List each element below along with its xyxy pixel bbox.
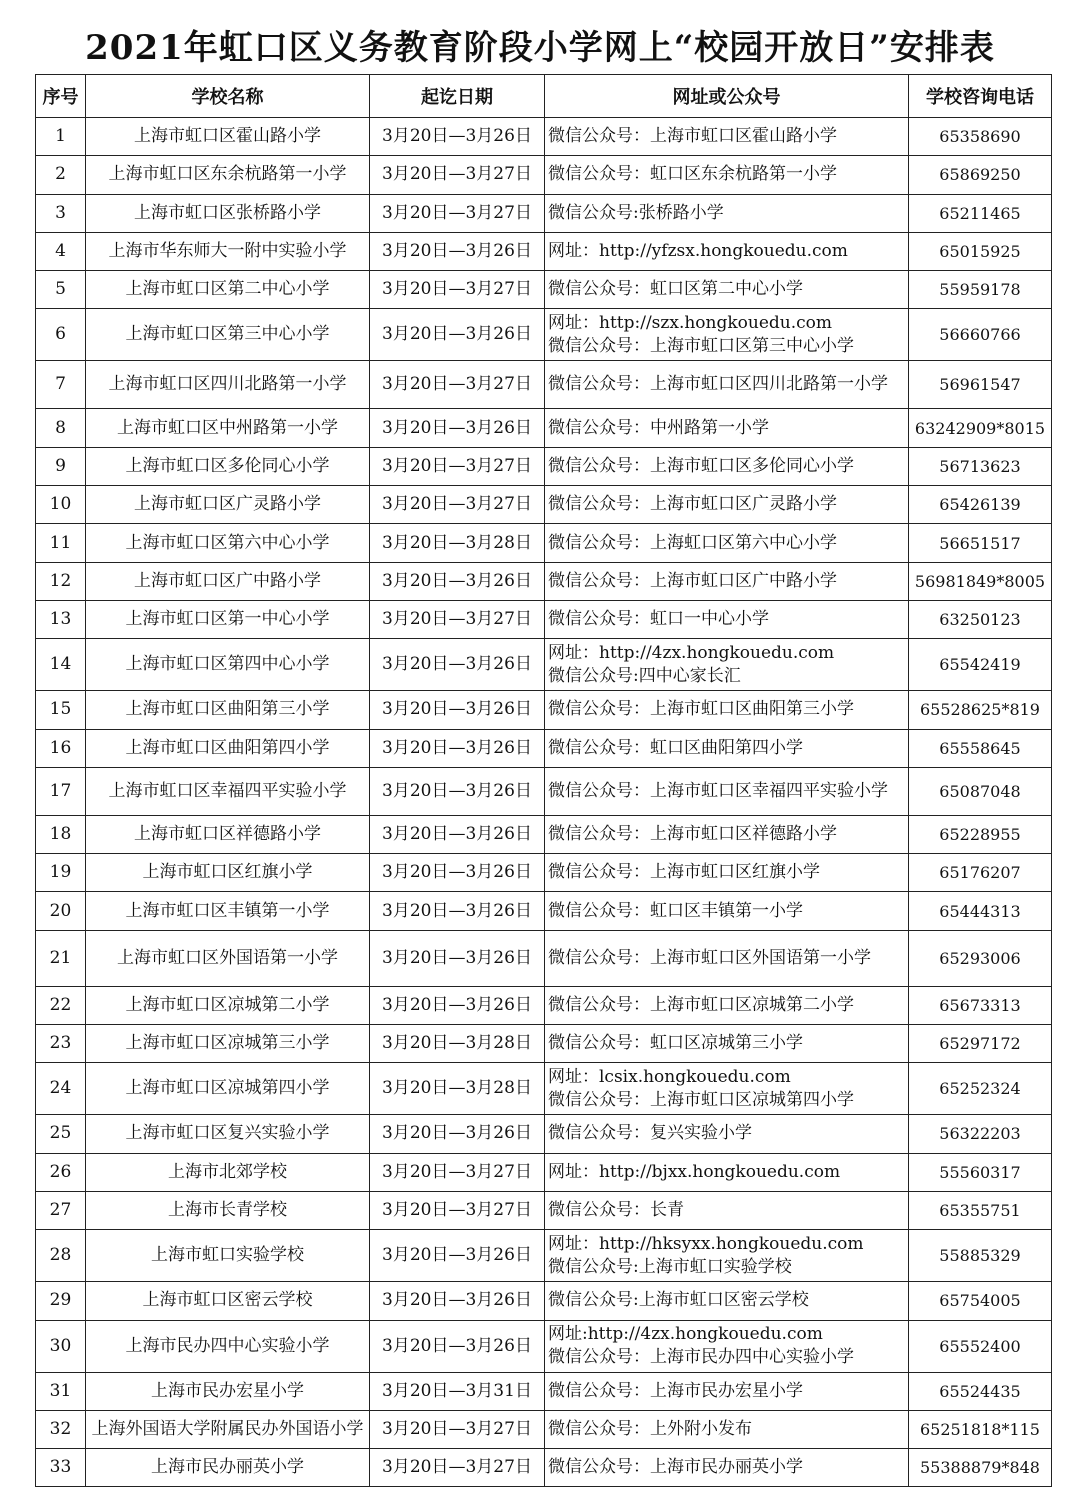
site-line: 微信公众号：虹口区第二中心小学 [548, 279, 803, 300]
table-row [36, 194, 1052, 232]
site-line: 网址：http://4zx.hongkouedu.com [548, 642, 835, 663]
table-row [36, 729, 1052, 767]
row-school-name: 上海市虹口区丰镇第一小学 [86, 892, 370, 930]
row-school-name: 上海市虹口区祥德路小学 [86, 815, 370, 853]
row-tel: 65211465 [909, 194, 1052, 232]
table-row [36, 1115, 1052, 1153]
site-line: 网址：http://bjxx.hongkouedu.com [548, 1161, 841, 1182]
table-row [36, 1025, 1052, 1063]
row-tel: 65524435 [909, 1372, 1052, 1410]
row-tel: 65542419 [909, 639, 1052, 691]
row-tel: 65355751 [909, 1191, 1052, 1229]
row-school-name: 上海市虹口区四川北路第一小学 [86, 361, 370, 409]
table-row [36, 524, 1052, 562]
site-line: 微信公众号：上海市虹口区四川北路第一小学 [548, 374, 888, 395]
row-date: 3月20日—3月26日 [370, 309, 545, 361]
row-site [545, 1282, 909, 1320]
row-tel: 65252324 [909, 1063, 1052, 1115]
row-site [545, 1191, 909, 1229]
row-site [545, 194, 909, 232]
row-site [545, 524, 909, 562]
row-tel: 65444313 [909, 892, 1052, 930]
site-line: 微信公众号：上海市虹口区霍山路小学 [548, 126, 837, 147]
row-date: 3月20日—3月27日 [370, 600, 545, 638]
row-no: 7 [36, 361, 86, 409]
row-school-name: 上海市虹口实验学校 [86, 1230, 370, 1282]
table-row [36, 691, 1052, 729]
row-no: 23 [36, 1025, 86, 1063]
row-no: 26 [36, 1153, 86, 1191]
row-date: 3月20日—3月27日 [370, 447, 545, 485]
row-tel: 56981849*8005 [909, 562, 1052, 600]
site-line: 微信公众号：上海市虹口区广灵路小学 [548, 494, 837, 515]
row-date: 3月20日—3月28日 [370, 1025, 545, 1063]
row-no: 8 [36, 409, 86, 447]
row-tel: 65293006 [909, 930, 1052, 986]
table-row [36, 1282, 1052, 1320]
row-no: 2 [36, 156, 86, 194]
table-row [36, 1191, 1052, 1229]
row-site [545, 562, 909, 600]
row-tel: 65869250 [909, 156, 1052, 194]
row-site [545, 854, 909, 892]
row-school-name: 上海市虹口区第三中心小学 [86, 309, 370, 361]
row-site [545, 930, 909, 986]
row-site [545, 691, 909, 729]
table-row [36, 1230, 1052, 1282]
row-no: 32 [36, 1410, 86, 1448]
header-site: 网址或公众号 [545, 75, 909, 118]
row-tel: 55388879*848 [909, 1449, 1052, 1487]
row-tel: 65673313 [909, 986, 1052, 1024]
row-tel: 55560317 [909, 1153, 1052, 1191]
row-tel: 56713623 [909, 447, 1052, 485]
row-tel: 56660766 [909, 309, 1052, 361]
row-site [545, 1372, 909, 1410]
schedule-table [35, 74, 1052, 1487]
row-school-name: 上海市虹口区凉城第三小学 [86, 1025, 370, 1063]
row-school-name: 上海市虹口区多伦同心小学 [86, 447, 370, 485]
site-line: 网址：http://hksyxx.hongkouedu.com [548, 1233, 864, 1254]
row-site [545, 1230, 909, 1282]
table-row [36, 854, 1052, 892]
row-tel: 65176207 [909, 854, 1052, 892]
row-date: 3月20日—3月28日 [370, 1063, 545, 1115]
row-school-name: 上海市民办四中心实验小学 [86, 1320, 370, 1372]
row-no: 17 [36, 767, 86, 815]
site-line: 微信公众号：虹口区东余杭路第一小学 [548, 164, 837, 185]
table-row [36, 892, 1052, 930]
row-no: 6 [36, 309, 86, 361]
row-tel: 65015925 [909, 232, 1052, 270]
site-line: 微信公众号：上海市虹口区广中路小学 [548, 570, 837, 591]
row-date: 3月20日—3月26日 [370, 409, 545, 447]
site-line: 微信公众号：上海市虹口区幸福四平实验小学 [548, 780, 888, 801]
row-tel: 55885329 [909, 1230, 1052, 1282]
row-school-name: 上海市虹口区中州路第一小学 [86, 409, 370, 447]
row-date: 3月20日—3月27日 [370, 1153, 545, 1191]
row-site [545, 409, 909, 447]
site-line: 网址：lcsix.hongkouedu.com [548, 1066, 791, 1087]
row-date: 3月20日—3月26日 [370, 1320, 545, 1372]
row-tel: 56322203 [909, 1115, 1052, 1153]
site-line: 微信公众号：虹口一中心小学 [548, 609, 769, 630]
table-row [36, 1063, 1052, 1115]
row-no: 14 [36, 639, 86, 691]
table-row [36, 118, 1052, 156]
row-school-name: 上海市虹口区第六中心小学 [86, 524, 370, 562]
row-date: 3月20日—3月27日 [370, 271, 545, 309]
row-date: 3月20日—3月27日 [370, 1410, 545, 1448]
row-date: 3月20日—3月27日 [370, 156, 545, 194]
row-date: 3月20日—3月26日 [370, 986, 545, 1024]
table-row [36, 1372, 1052, 1410]
site-line: 网址:http://4zx.hongkouedu.com [548, 1324, 823, 1345]
row-tel: 65251818*115 [909, 1410, 1052, 1448]
row-site [545, 1115, 909, 1153]
row-school-name: 上海市虹口区广中路小学 [86, 562, 370, 600]
header-date: 起讫日期 [370, 75, 545, 118]
row-school-name: 上海市虹口区密云学校 [86, 1282, 370, 1320]
row-site [545, 447, 909, 485]
site-line: 微信公众号：长青 [548, 1200, 684, 1221]
row-tel: 63242909*8015 [909, 409, 1052, 447]
site-line: 微信公众号:张桥路小学 [548, 202, 724, 223]
row-tel: 65358690 [909, 118, 1052, 156]
row-school-name: 上海市虹口区凉城第二小学 [86, 986, 370, 1024]
site-line: 微信公众号：上海虹口区第六中心小学 [548, 532, 837, 553]
row-no: 15 [36, 691, 86, 729]
row-site [545, 1063, 909, 1115]
site-line: 微信公众号：上外附小发布 [548, 1418, 752, 1439]
row-tel: 65087048 [909, 767, 1052, 815]
row-tel: 65297172 [909, 1025, 1052, 1063]
page-title: 2021年虹口区义务教育阶段小学网上“校园开放日”安排表 [85, 28, 995, 68]
table-row [36, 486, 1052, 524]
row-date: 3月20日—3月27日 [370, 1191, 545, 1229]
row-tel: 65552400 [909, 1320, 1052, 1372]
row-school-name: 上海市华东师大一附中实验小学 [86, 232, 370, 270]
site-line: 微信公众号：虹口区丰镇第一小学 [548, 900, 803, 921]
row-school-name: 上海市北郊学校 [86, 1153, 370, 1191]
table-row [36, 815, 1052, 853]
row-site [545, 892, 909, 930]
row-no: 27 [36, 1191, 86, 1229]
row-school-name: 上海市虹口区幸福四平实验小学 [86, 767, 370, 815]
row-school-name: 上海市虹口区复兴实验小学 [86, 1115, 370, 1153]
row-date: 3月20日—3月26日 [370, 118, 545, 156]
site-line: 微信公众号:上海市虹口区密云学校 [548, 1290, 809, 1311]
row-school-name: 上海市虹口区第一中心小学 [86, 600, 370, 638]
row-no: 13 [36, 600, 86, 638]
table-row [36, 562, 1052, 600]
row-date: 3月20日—3月26日 [370, 767, 545, 815]
row-date: 3月20日—3月26日 [370, 639, 545, 691]
row-site [545, 815, 909, 853]
table-row [36, 232, 1052, 270]
row-school-name: 上海市虹口区曲阳第四小学 [86, 729, 370, 767]
table-row [36, 1410, 1052, 1448]
row-date: 3月20日—3月26日 [370, 562, 545, 600]
site-line: 微信公众号：中州路第一小学 [548, 417, 769, 438]
row-site [545, 639, 909, 691]
row-no: 33 [36, 1449, 86, 1487]
row-school-name: 上海外国语大学附属民办外国语小学 [86, 1410, 370, 1448]
row-school-name: 上海市民办宏星小学 [86, 1372, 370, 1410]
row-school-name: 上海市虹口区红旗小学 [86, 854, 370, 892]
site-line: 微信公众号：上海市虹口区凉城第二小学 [548, 994, 854, 1015]
site-line: 微信公众号：上海市虹口区第三中心小学 [548, 335, 854, 356]
row-date: 3月20日—3月26日 [370, 1230, 545, 1282]
row-date: 3月20日—3月27日 [370, 1449, 545, 1487]
row-date: 3月20日—3月26日 [370, 232, 545, 270]
table-row [36, 1320, 1052, 1372]
row-tel: 65558645 [909, 729, 1052, 767]
row-date: 3月20日—3月26日 [370, 854, 545, 892]
table-row [36, 600, 1052, 638]
table-row [36, 930, 1052, 986]
row-no: 30 [36, 1320, 86, 1372]
row-date: 3月20日—3月28日 [370, 524, 545, 562]
row-no: 12 [36, 562, 86, 600]
site-line: 微信公众号：上海市虹口区多伦同心小学 [548, 455, 854, 476]
row-tel: 56961547 [909, 361, 1052, 409]
row-school-name: 上海市虹口区外国语第一小学 [86, 930, 370, 986]
row-school-name: 上海市虹口区霍山路小学 [86, 118, 370, 156]
row-no: 28 [36, 1230, 86, 1282]
row-school-name: 上海市长青学校 [86, 1191, 370, 1229]
row-site [545, 156, 909, 194]
site-line: 微信公众号：复兴实验小学 [548, 1123, 752, 1144]
row-site [545, 309, 909, 361]
row-school-name: 上海市虹口区广灵路小学 [86, 486, 370, 524]
row-no: 10 [36, 486, 86, 524]
site-line: 微信公众号：虹口区凉城第三小学 [548, 1033, 803, 1054]
table-row [36, 447, 1052, 485]
site-line: 微信公众号：虹口区曲阳第四小学 [548, 737, 803, 758]
row-tel: 63250123 [909, 600, 1052, 638]
row-no: 22 [36, 986, 86, 1024]
row-no: 20 [36, 892, 86, 930]
site-line: 微信公众号：上海市虹口区外国语第一小学 [548, 947, 871, 968]
row-school-name: 上海市虹口区第四中心小学 [86, 639, 370, 691]
row-no: 29 [36, 1282, 86, 1320]
row-no: 5 [36, 271, 86, 309]
header-tel: 学校咨询电话 [909, 75, 1052, 118]
row-school-name: 上海市虹口区第二中心小学 [86, 271, 370, 309]
site-line: 微信公众号：上海市虹口区红旗小学 [548, 862, 820, 883]
site-line: 网址：http://yfzsx.hongkouedu.com [548, 241, 848, 262]
row-no: 21 [36, 930, 86, 986]
row-no: 4 [36, 232, 86, 270]
site-line: 微信公众号：上海市虹口区祥德路小学 [548, 824, 837, 844]
row-tel: 55959178 [909, 271, 1052, 309]
row-site [545, 232, 909, 270]
header-school-name: 学校名称 [86, 75, 370, 118]
site-line: 微信公众号：上海市民办宏星小学 [548, 1380, 803, 1401]
row-date: 3月20日—3月27日 [370, 361, 545, 409]
row-date: 3月20日—3月27日 [370, 486, 545, 524]
row-school-name: 上海市虹口区凉城第四小学 [86, 1063, 370, 1115]
row-date: 3月20日—3月26日 [370, 1115, 545, 1153]
table-row [36, 361, 1052, 409]
row-site [545, 1025, 909, 1063]
row-tel: 65228955 [909, 815, 1052, 853]
row-no: 1 [36, 118, 86, 156]
row-site [545, 729, 909, 767]
row-site [545, 1153, 909, 1191]
site-line: 网址：http://szx.hongkouedu.com [548, 312, 833, 333]
row-no: 11 [36, 524, 86, 562]
site-line: 微信公众号：上海市民办丽英小学 [548, 1457, 803, 1478]
row-site [545, 486, 909, 524]
row-no: 9 [36, 447, 86, 485]
table-row [36, 986, 1052, 1024]
row-no: 18 [36, 815, 86, 853]
row-date: 3月20日—3月26日 [370, 1282, 545, 1320]
row-date: 3月20日—3月26日 [370, 892, 545, 930]
table-row [36, 1449, 1052, 1487]
row-site [545, 1449, 909, 1487]
table-row [36, 156, 1052, 194]
row-date: 3月20日—3月26日 [370, 815, 545, 853]
row-no: 31 [36, 1372, 86, 1410]
table-header-row [36, 75, 1052, 118]
row-tel: 65426139 [909, 486, 1052, 524]
site-line: 微信公众号：上海市虹口区曲阳第三小学 [548, 699, 854, 720]
header-no: 序号 [36, 75, 86, 118]
row-date: 3月20日—3月26日 [370, 930, 545, 986]
row-no: 3 [36, 194, 86, 232]
row-school-name: 上海市虹口区曲阳第三小学 [86, 691, 370, 729]
row-school-name: 上海市虹口区张桥路小学 [86, 194, 370, 232]
row-site [545, 271, 909, 309]
row-school-name: 上海市民办丽英小学 [86, 1449, 370, 1487]
site-line: 微信公众号：上海市虹口区凉城第四小学 [548, 1089, 854, 1110]
table-row [36, 767, 1052, 815]
site-line: 微信公众号：上海市民办四中心实验小学 [548, 1347, 854, 1368]
row-school-name: 上海市虹口区东余杭路第一小学 [86, 156, 370, 194]
row-date: 3月20日—3月26日 [370, 729, 545, 767]
row-site [545, 986, 909, 1024]
table-row [36, 309, 1052, 361]
row-site [545, 1320, 909, 1372]
row-site [545, 361, 909, 409]
row-no: 16 [36, 729, 86, 767]
site-line: 微信公众号:上海市虹口实验学校 [548, 1256, 792, 1277]
table-row [36, 409, 1052, 447]
row-no: 25 [36, 1115, 86, 1153]
row-site [545, 118, 909, 156]
row-date: 3月20日—3月27日 [370, 194, 545, 232]
table-row [36, 639, 1052, 691]
row-date: 3月20日—3月31日 [370, 1372, 545, 1410]
row-tel: 56651517 [909, 524, 1052, 562]
row-date: 3月20日—3月26日 [370, 691, 545, 729]
row-no: 19 [36, 854, 86, 892]
row-tel: 65754005 [909, 1282, 1052, 1320]
site-line: 微信公众号:四中心家长汇 [548, 665, 741, 686]
row-no: 24 [36, 1063, 86, 1115]
table-body [36, 118, 1052, 1487]
row-tel: 65528625*819 [909, 691, 1052, 729]
table-row [36, 1153, 1052, 1191]
row-site [545, 767, 909, 815]
row-site [545, 1410, 909, 1448]
table-row [36, 271, 1052, 309]
row-site [545, 600, 909, 638]
